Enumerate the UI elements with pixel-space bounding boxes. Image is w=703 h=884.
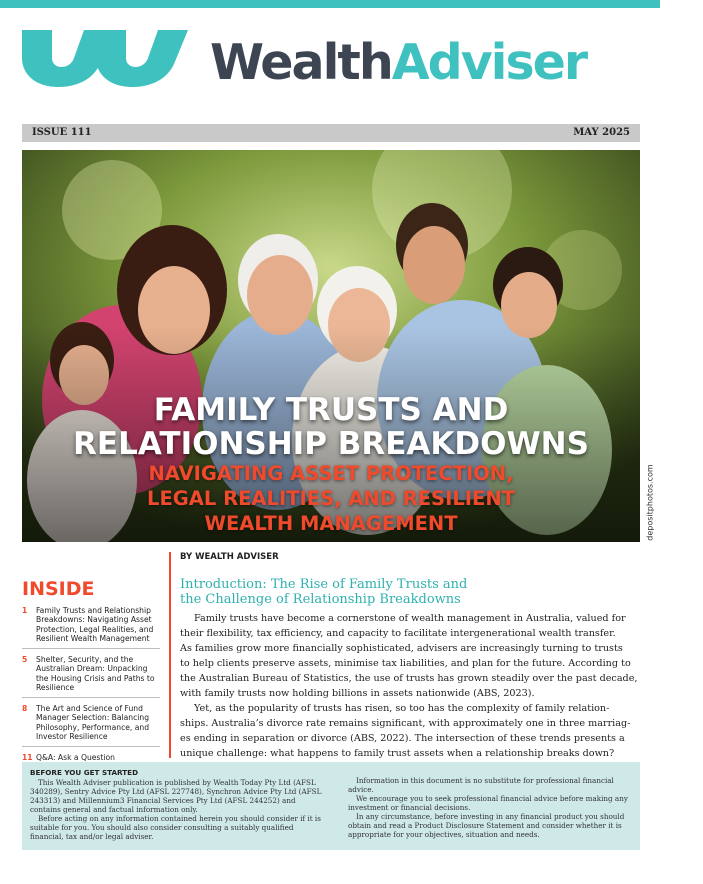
- contents-title-line: the Housing Crisis and Paths to: [36, 673, 155, 683]
- hero-subtitle-line1: NAVIGATING ASSET PROTECTION,: [148, 462, 514, 485]
- teal-w-logo-icon: [22, 30, 188, 88]
- disclaimer-paragraph: Before acting on any information contained herein you should consider if it is suitable for you. You should also consider consulting a suitably qualified financial, tax and/or legal adviser.: [30, 814, 321, 841]
- body-line: unique challenge: what happens to family trust assets when a relationship breaks down?: [180, 748, 615, 759]
- inside-contents-list: [22, 604, 160, 771]
- disclaimer-paragraph: Information in this document is no substitute for professional financial advice.: [348, 776, 614, 794]
- hero-image: [22, 150, 640, 542]
- hero-title-line2: RELATIONSHIP BREAKDOWNS: [73, 426, 589, 462]
- body-line: ships. Australia’s divorce rate remains significant, with approximately one in three marriag-: [180, 718, 631, 729]
- body-line: Family trusts have become a cornerstone of wealth management in Australia, valued for: [194, 613, 626, 624]
- column-divider: [169, 552, 171, 758]
- contents-title-line: Australian Dream: Unpacking: [36, 664, 148, 674]
- contents-title-line: Family Trusts and Relationship: [36, 606, 151, 615]
- contents-page-number: 1: [22, 606, 28, 615]
- body-line: to help clients preserve assets, minimise tax liabilities, and plan for the future. According to: [180, 658, 631, 669]
- photo-credit-text: depositphotos.com: [645, 464, 655, 541]
- contents-item[interactable]: [22, 702, 160, 747]
- article-body: [180, 611, 640, 761]
- section-heading-line: the Challenge of Relationship Breakdowns: [180, 591, 461, 607]
- issue-date: MAY 2025: [573, 127, 630, 138]
- contents-page-number: 5: [22, 655, 28, 664]
- issue-bar: [22, 124, 640, 142]
- brand-wordmark: [210, 34, 587, 91]
- body-line: Yet, as the popularity of trusts has risen, so too has the complexity of family relation-: [194, 703, 610, 714]
- photo-credit: [640, 464, 655, 542]
- contents-title-line: Philosophy, Performance, and: [36, 722, 150, 732]
- contents-title-line: Q&A: Ask a Question: [36, 753, 115, 762]
- disclaimer-box: [22, 762, 640, 850]
- disclaimer-heading: BEFORE YOU GET STARTED: [30, 768, 139, 777]
- contents-item[interactable]: [22, 604, 160, 649]
- brand-part2: Adviser: [391, 34, 587, 91]
- article-byline: BY WEALTH ADVISER: [180, 552, 279, 562]
- inside-heading: INSIDE: [22, 578, 95, 600]
- contents-title-line: Protection, Legal Realities, and: [36, 624, 154, 634]
- contents-title-line: The Art and Science of Fund: [36, 704, 143, 713]
- contents-title-line: Resilience: [36, 682, 75, 692]
- disclaimer-column-left: [30, 768, 326, 841]
- brand-part1: Wealth: [210, 34, 392, 91]
- issue-number: ISSUE 111: [32, 127, 92, 138]
- disclaimer-paragraph: This Wealth Adviser publication is published by Wealth Today Pty Ltd (AFSL 340289), Sentry Advice Pty Ltd (AFSL 227748), Synchron Advice Pty Ltd (AFSL 243313) and Millennium3 Financial Services Pty Ltd (AFSL 244252) and contains general and factual information only.: [30, 778, 322, 814]
- body-line: es ending in separation or divorce (ABS, 2022). The intersection of these trends presents a: [180, 733, 625, 744]
- contents-title-line: Investor Resilience: [36, 731, 108, 741]
- contents-title-line: Breakdowns: Navigating Asset: [36, 615, 152, 625]
- disclaimer-column-right: [348, 776, 632, 839]
- body-line: As families grow more financially sophisticated, advisers are increasingly turning to trusts: [180, 643, 623, 654]
- hero-subtitle-line2: LEGAL REALITIES, AND RESILIENT: [147, 487, 515, 510]
- disclaimer-paragraph: In any circumstance, before investing in any financial product you should obtain and read a Product Disclosure Statement and consider whether it is appropriate for your objectives, situation and needs.: [348, 812, 625, 839]
- top-accent-bar: [0, 0, 660, 8]
- contents-page-number: 11: [22, 753, 33, 762]
- disclaimer-paragraph: We encourage you to seek professional financial advice before making any investment or financial decisions.: [348, 794, 628, 812]
- body-line: their flexibility, tax efficiency, and capacity to facilitate intergenerational wealth transfer.: [180, 628, 616, 639]
- contents-title-line: Manager Selection: Balancing: [36, 713, 150, 723]
- section-heading-line: Introduction: The Rise of Family Trusts and: [180, 577, 468, 592]
- article-section-heading: [180, 578, 640, 608]
- contents-title-line: Resilient Wealth Management: [36, 633, 150, 643]
- hero-title-line1: FAMILY TRUSTS AND: [153, 392, 509, 428]
- contents-title-line: Shelter, Security, and the: [36, 655, 134, 664]
- contents-item[interactable]: [22, 653, 160, 698]
- contents-page-number: 8: [22, 704, 28, 713]
- hero-subtitle-line3: WEALTH MANAGEMENT: [204, 512, 458, 535]
- body-line: with family trusts now holding billions in assets nationwide (ABS, 2023).: [180, 688, 535, 699]
- body-line: the Australian Bureau of Statistics, the use of trusts has grown steadily over the past decade,: [180, 673, 638, 684]
